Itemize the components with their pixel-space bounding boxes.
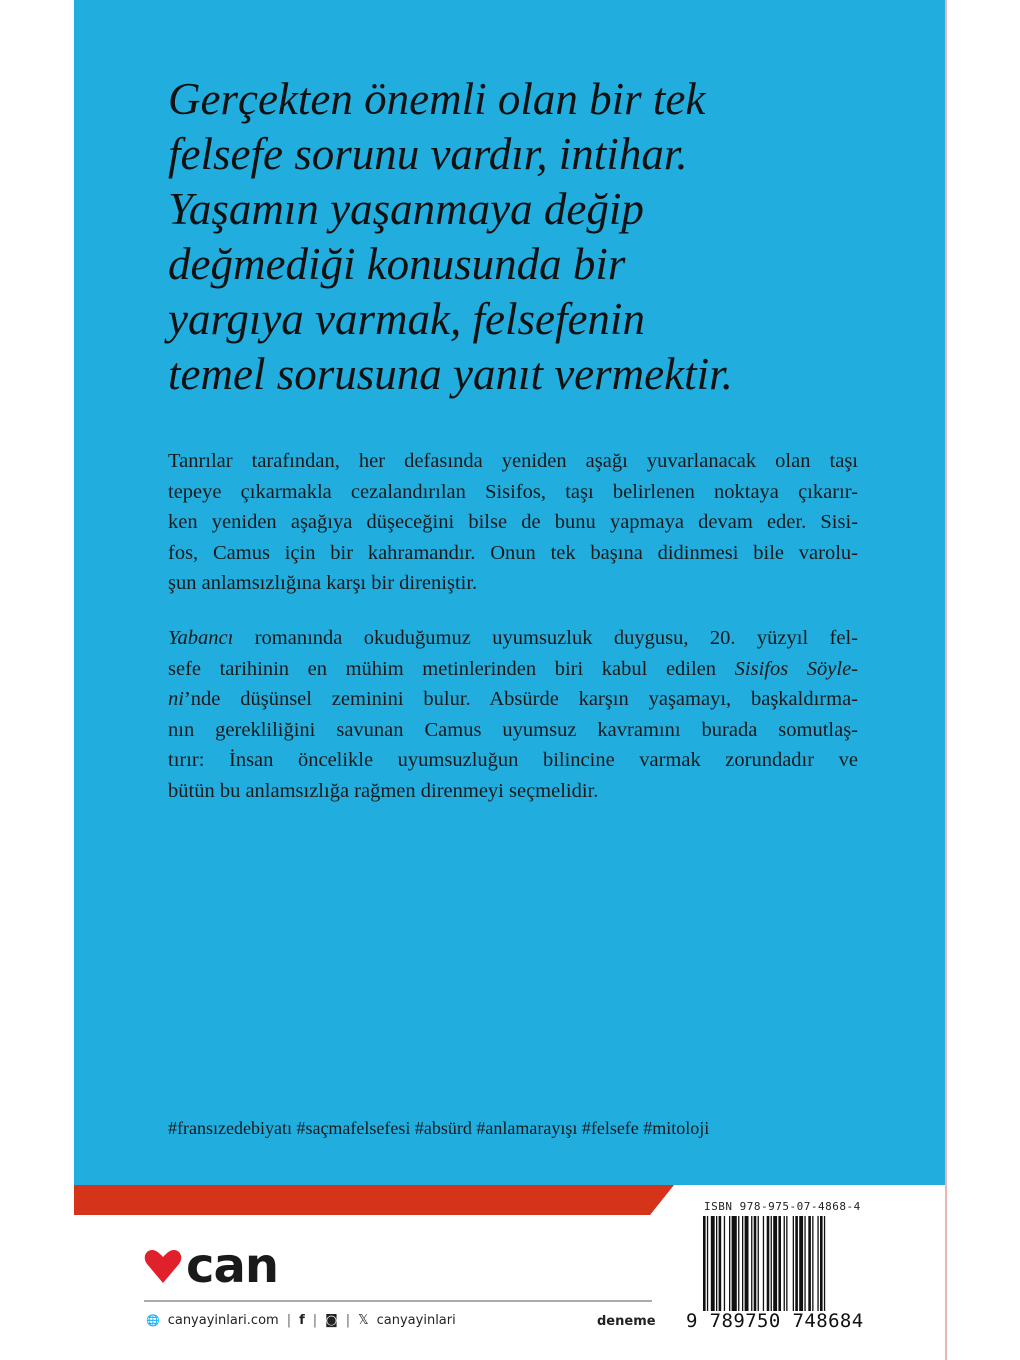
- barcode-bar: [817, 1216, 818, 1311]
- text: sefe tarihinin en mühim metinlerinden biri kabul edilen: [168, 657, 735, 680]
- barcode-bar: [729, 1216, 730, 1311]
- barcode-bar: [804, 1216, 805, 1311]
- barcode-bar: [773, 1216, 777, 1311]
- quote-line: felsefe sorunu vardır, intihar.: [168, 129, 688, 179]
- website-link[interactable]: canyayinlari.com: [167, 1313, 279, 1328]
- barcode-bar: [758, 1216, 759, 1311]
- barcode-bar: [763, 1216, 764, 1311]
- heart-icon: [144, 1248, 182, 1284]
- separator: |: [286, 1313, 292, 1328]
- publisher-logo: [144, 1238, 279, 1294]
- book-title-yabanci: Yabancı: [168, 627, 234, 649]
- barcode-bar: [707, 1216, 708, 1311]
- barcode-bar: [724, 1216, 725, 1311]
- quote-line: değmediği konusunda bir: [168, 239, 626, 289]
- barcode-bar: [820, 1216, 823, 1311]
- text: romanında okuduğumuz uyumsuzluk duygusu, 20. yüzyıl fel-: [233, 627, 858, 649]
- separator: |: [345, 1313, 351, 1328]
- paragraph-line: bütün bu anlamsızlığa rağmen direnmeyi seçmelidir.: [168, 779, 599, 802]
- divider: [144, 1300, 652, 1302]
- barcode-bar: [795, 1216, 798, 1311]
- book-title-sisifos: Sisifos Söyle-: [734, 657, 859, 680]
- barcode-bar: [808, 1216, 811, 1311]
- paragraph-line: [168, 654, 858, 685]
- barcode-bar: [703, 1216, 706, 1311]
- quote-line: Gerçekten önemli olan bir tek: [168, 74, 706, 124]
- barcode-bar: [716, 1216, 717, 1311]
- book-title-sisifos-end: ni: [168, 688, 184, 710]
- barcode-bar: [778, 1216, 781, 1311]
- logo-text: can: [186, 1238, 279, 1294]
- barcode-bar: [771, 1216, 772, 1311]
- barcode-bar: [767, 1216, 770, 1311]
- epigraph-quote: [168, 72, 888, 402]
- barcode-bar: [719, 1216, 722, 1311]
- barcode-bar: [812, 1216, 813, 1311]
- paragraph-line: şun anlamsızlığına karşı bir direniştir.: [168, 572, 478, 594]
- paragraph-line: [168, 623, 858, 654]
- hashtags: #fransızedebiyatı #saçmafelsefesi #absürd #anlamarayışı #felsefe #mitoloji: [168, 1118, 710, 1138]
- social-handle[interactable]: canyayinlari: [376, 1313, 456, 1328]
- isbn-label: ISBN 978-975-07-4868-4: [704, 1200, 861, 1213]
- spine-edge: [945, 0, 947, 1360]
- barcode-bar: [742, 1216, 743, 1311]
- x-icon[interactable]: 𝕏: [358, 1313, 369, 1328]
- barcode-bar: [732, 1216, 737, 1311]
- genre-label: deneme: [597, 1314, 656, 1329]
- quote-line: Yaşamın yaşanmaya değip: [168, 184, 644, 234]
- barcode-bar: [711, 1216, 715, 1311]
- quote-line: yargıya varmak, felsefenin: [168, 294, 645, 344]
- barcode-bar: [784, 1216, 785, 1311]
- facebook-icon[interactable]: f: [299, 1313, 305, 1328]
- quote-line: temel sorusuna yanıt vermektir.: [168, 349, 733, 399]
- barcode-bar: [751, 1216, 752, 1311]
- barcode-bar: [738, 1216, 739, 1311]
- barcode-bar: [799, 1216, 803, 1311]
- separator: |: [312, 1313, 318, 1328]
- barcode-bar: [754, 1216, 757, 1311]
- paragraph-line: tepeye çıkarmakla cezalandırılan Sisifos, taşı belirlenen noktaya çıkarır-: [168, 480, 858, 503]
- barcode-bar: [786, 1216, 787, 1311]
- paragraph-line: ken yeniden aşağıya düşeceğini bilse de bunu yapmaya devam eder. Sisi-: [168, 511, 858, 533]
- barcode-number: 9 789750 748684: [686, 1310, 864, 1332]
- text: ’nde düşünsel zeminini bulur. Absürde karşın yaşamayı, başkaldırma-: [183, 688, 858, 710]
- description-paragraph-1: [168, 446, 858, 599]
- barcode-bar: [745, 1216, 749, 1311]
- globe-icon: 🌐: [146, 1314, 160, 1327]
- paragraph-line: [168, 684, 858, 715]
- paragraph-line: tırır: İnsan öncelikle uyumsuzluğun bilincine varmak zorundadır ve: [168, 749, 858, 771]
- red-stripe: [74, 1185, 674, 1215]
- paragraph-line: nın gerekliliğini savunan Camus uyumsuz kavramını burada somutlaş-: [168, 718, 858, 741]
- barcode-bar: [793, 1216, 794, 1311]
- publisher-contacts: [146, 1313, 456, 1328]
- barcode-bar: [824, 1216, 825, 1311]
- paragraph-line: Tanrılar tarafından, her defasında yeniden aşağı yuvarlanacak olan taşı: [168, 450, 858, 472]
- paragraph-line: fos, Camus için bir kahramandır. Onun tek başına didinmesi bile varolu-: [168, 541, 858, 564]
- description-paragraph-2: [168, 623, 858, 806]
- instagram-icon[interactable]: ◙: [325, 1313, 338, 1328]
